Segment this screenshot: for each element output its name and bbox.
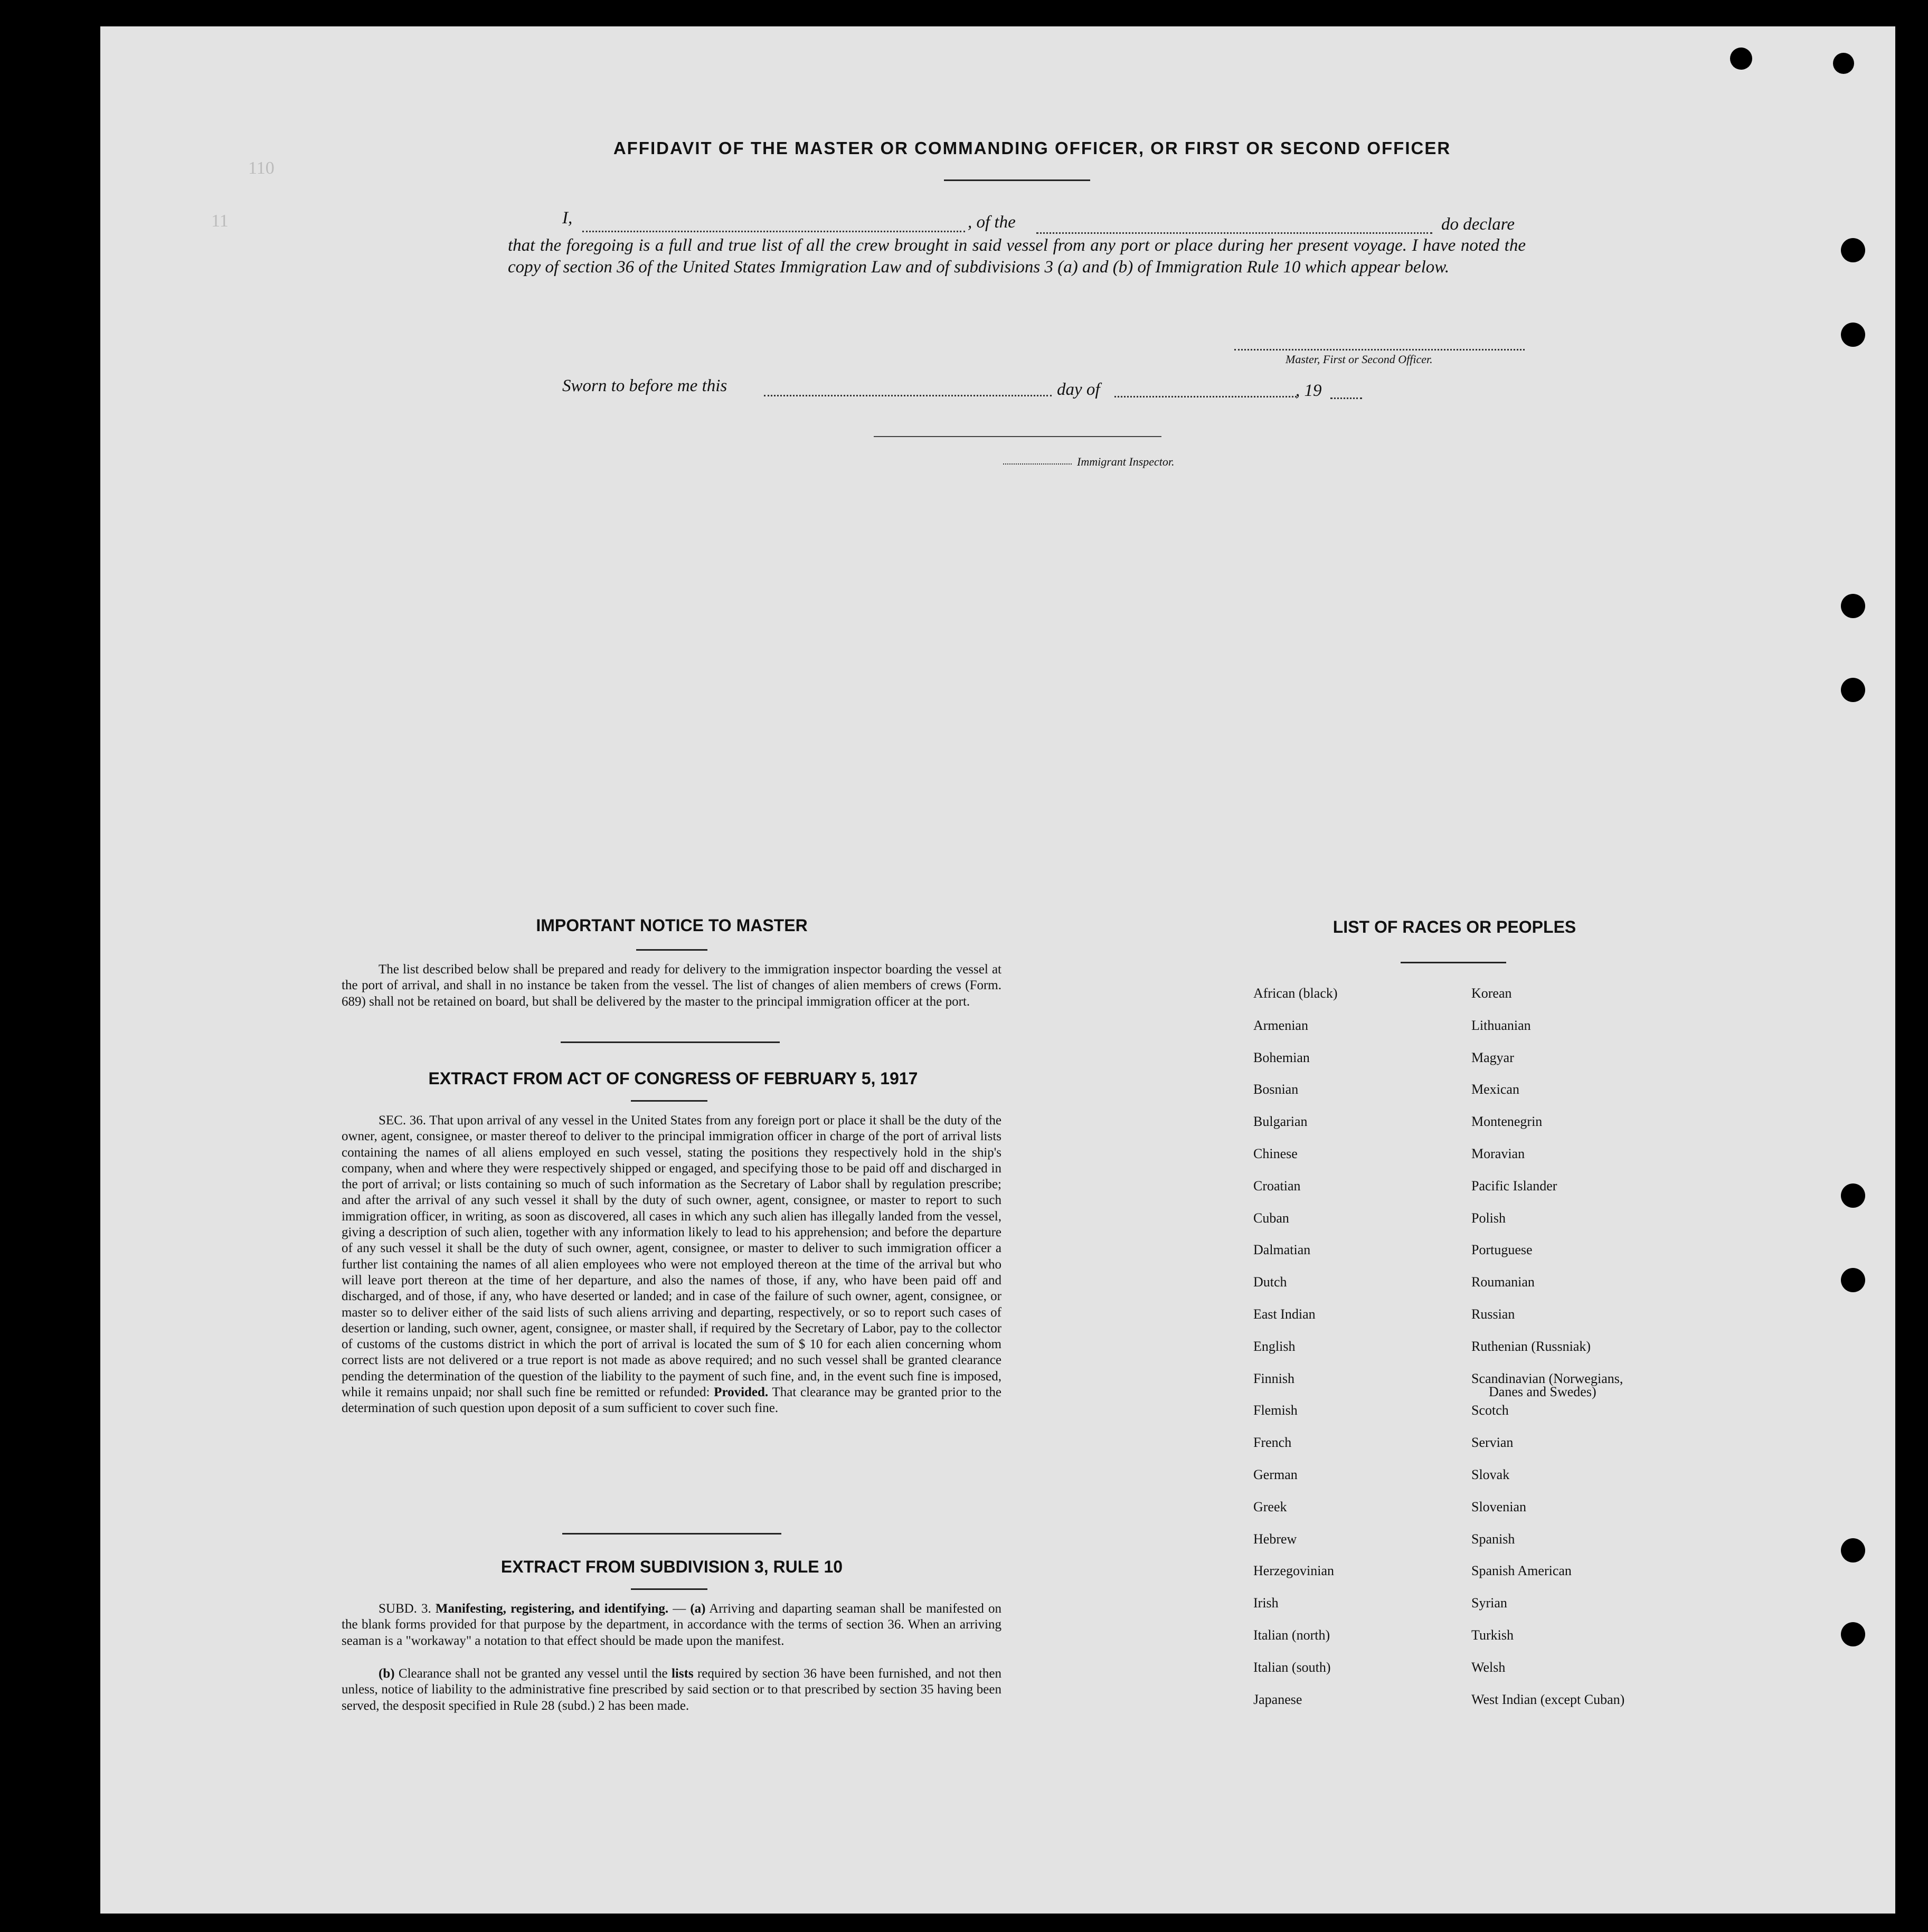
race-item: Finnish <box>1253 1370 1295 1386</box>
act-underline <box>631 1100 707 1102</box>
subd-dash: — <box>673 1602 686 1616</box>
do-declare-label: do declare <box>1441 215 1515 234</box>
race-item: Moravian <box>1471 1145 1525 1161</box>
name-blank[interactable] <box>582 231 965 232</box>
race-item: Bulgarian <box>1253 1114 1308 1130</box>
race-item: Hebrew <box>1253 1531 1297 1547</box>
race-item: Croatian <box>1253 1178 1301 1194</box>
punch-hole <box>1841 1268 1865 1292</box>
year-label: , 19 <box>1296 381 1322 400</box>
subd-heading: Manifesting, registering, and identifying. <box>435 1602 669 1616</box>
act-text <box>342 1113 1001 1417</box>
subd-b-label: (b) <box>379 1666 395 1681</box>
race-item: Polish <box>1471 1210 1506 1226</box>
race-item: Korean <box>1471 986 1512 1001</box>
act-text-end: That clearance may be granted prior to the determination of such question upon deposit of a sum sufficient to cover such fine. <box>342 1385 1001 1416</box>
affidavit-title: AFFIDAVIT OF THE MASTER OR COMMANDING OFFICER, OR FIRST OR SECOND OFFICER <box>613 138 1451 158</box>
section-divider <box>561 1041 780 1043</box>
sworn-month-blank[interactable] <box>1114 396 1297 397</box>
of-the-label: , of the <box>968 213 1016 232</box>
year-blank[interactable] <box>1330 397 1362 399</box>
race-item: Scotch <box>1471 1403 1509 1418</box>
race-item: East Indian <box>1253 1306 1316 1322</box>
races-title: LIST OF RACES OR PEOPLES <box>1332 917 1576 936</box>
race-item: Flemish <box>1253 1403 1298 1418</box>
race-item: Dutch <box>1253 1274 1287 1290</box>
punch-hole <box>1833 53 1854 74</box>
punch-hole <box>1841 323 1865 347</box>
race-item: West Indian (except Cuban) <box>1471 1691 1625 1707</box>
affidavit-body: that the foregoing is a full and true list of all the crew brought in said vessel from any port or place during her present voyage. I have noted the copy of section 36 of the United States Immigration Law and of subdivisions 3 (a) and (b) of Immigration Rule 10 which appear below. <box>508 236 1526 277</box>
subdivision-a-text <box>342 1601 1001 1649</box>
inspector-signature-line[interactable] <box>874 436 1161 437</box>
race-item: Spanish American <box>1471 1563 1572 1579</box>
margin-mark: 110 <box>248 158 275 178</box>
race-item: English <box>1253 1338 1296 1354</box>
subd-a-label: (a) <box>690 1602 706 1616</box>
punch-hole <box>1730 48 1752 70</box>
subd-b-body-1: Clearance shall not be granted any vessel until the <box>398 1666 668 1681</box>
subdivision-title: EXTRACT FROM SUBDIVISION 3, RULE 10 <box>500 1557 843 1576</box>
act-provided: Provided. <box>714 1385 769 1400</box>
punch-hole <box>1841 678 1865 702</box>
race-item: Bohemian <box>1253 1049 1310 1065</box>
margin-mark: 11 <box>211 211 229 231</box>
race-item: French <box>1253 1435 1292 1451</box>
races-right-column <box>1471 978 1624 1716</box>
race-item: Chinese <box>1253 1145 1298 1161</box>
sworn-label: Sworn to before me this <box>562 376 727 395</box>
race-item: Pacific Islander <box>1471 1178 1557 1194</box>
subd-a-body: Arriving and daparting seaman shall be manifested on the blank forms provided for that purpose by the department, in accordance with the terms of section 36. When an arriving seaman is a "workaway" a notation to that effect should be made upon the manifest. <box>342 1602 1002 1648</box>
subdivision-b-text <box>342 1666 1001 1714</box>
race-item: Cuban <box>1253 1210 1289 1226</box>
race-item: Portuguese <box>1471 1242 1533 1258</box>
race-item: African (black) <box>1253 986 1338 1001</box>
title-underline <box>944 179 1090 181</box>
race-item: Irish <box>1253 1595 1279 1611</box>
notice-text: The list described below shall be prepared and ready for delivery to the immigration inspector boarding the vessel at the port of arrival, and shall in no instance be taken from the vessel. The list of changes of alien members of crews (Form. 689) shall not be retained on board, but shall be delivered by the master to the principal immigration officer at the port. <box>342 962 1001 1009</box>
punch-hole <box>1841 1183 1865 1208</box>
notice-underline <box>636 949 707 951</box>
race-item: Turkish <box>1471 1627 1514 1643</box>
race-item: Scandinavian (Norwegians, <box>1471 1370 1623 1386</box>
race-item: Italian (north) <box>1253 1627 1330 1643</box>
race-item: Italian (south) <box>1253 1659 1331 1675</box>
punch-hole <box>1841 238 1865 262</box>
subdivision-underline <box>631 1588 707 1590</box>
notice-title: IMPORTANT NOTICE TO MASTER <box>536 916 808 935</box>
race-item: Slovenian <box>1471 1499 1526 1514</box>
act-text-main: SEC. 36. That upon arrival of any vessel in the United States from any foreign port or place it shall be the duty of the owner, agent, consignee, or master thereof to deliver to the principal immigration officer in charge of the port of arrival lists containing the names of all aliens employed en such vessel, stating the positions they respectively hold in the ship's company, when and where they were respectively shipped or engaged, and specifying those to be paid off and discharged in the port of arrival; or lists containing so much of such information as the Secretary of Labor shall by regulation prescribe; and after the arrival of any such vessel it shall by the duty of such owner, agent, consignee, or master to report to such immigration officer, in writing, as soon as discovered, all cases in which any such alien has illegally landed from the vessel, giving a description of such alien, together with any information likely to lead to his apprehension; and before the departure of any such vessel it shall be the duty of such owner, agent, consignee, or master to deliver to such immigration officer a further list containing the names of all alien employees who were not employed thereon at the time of the arrival but who will leave port thereon at the time of her departure, and also the names of those, if any, who have been paid off and discharged, and of those, if any, who have deserted or landed; and in case of the failure of such owner, agent, consignee, or master so to deliver either of the said lists of such aliens arriving and departing, respectively, or so to report such cases of desertion or landing, such owner, agent, consignee, or master shall, if required by the Secretary of Labor, pay to the collector of customs of the customs district in which the port of arrival is located the sum of $ 10 for each alien concerning whom correct lists are not delivered or a true report is not made as above required; and no such vessel shall be granted clearance pending the determination of the question of the liability to the payment of such fine, and, in the event such fine is imposed, while it remains unpaid; nor shall such fine be remitted or refunded: <box>342 1113 1001 1400</box>
sworn-day-blank[interactable] <box>764 395 1052 396</box>
race-item: Roumanian <box>1471 1274 1535 1290</box>
race-item: Herzegovinian <box>1253 1563 1335 1579</box>
race-item: Slovak <box>1471 1466 1510 1482</box>
race-continuation: Danes and Swedes) <box>1489 1384 1596 1399</box>
vessel-blank[interactable] <box>1036 232 1432 234</box>
punch-hole <box>1841 1622 1865 1646</box>
inspector-label: Immigrant Inspector. <box>1077 455 1175 468</box>
race-item: German <box>1253 1466 1298 1482</box>
race-item: Bosnian <box>1253 1082 1299 1097</box>
race-item: Russian <box>1471 1306 1515 1322</box>
race-item: Syrian <box>1471 1595 1507 1611</box>
race-item: Greek <box>1253 1499 1287 1514</box>
subd-b-lists: lists <box>671 1666 694 1681</box>
subd-prefix: SUBD. 3. <box>379 1602 431 1616</box>
section-divider <box>562 1533 781 1535</box>
inspector-dots <box>1003 463 1072 465</box>
race-item: Mexican <box>1471 1082 1519 1097</box>
i-label: I, <box>562 209 573 228</box>
race-item: Dalmatian <box>1253 1242 1311 1258</box>
day-of-label: day of <box>1057 380 1100 399</box>
race-item: Servian <box>1471 1435 1514 1451</box>
race-item: Japanese <box>1253 1691 1302 1707</box>
master-signature-line[interactable] <box>1234 349 1525 351</box>
subd-b-body-2: required by section 36 have been furnished, and not then unless, notice of liability to the administrative fine prescribed by said section or to that prescribed by section 35 having been served, the desposit specified in Rule 28 (subd.) 2 has been made. <box>342 1666 1002 1713</box>
race-item: Magyar <box>1471 1049 1514 1065</box>
act-title: EXTRACT FROM ACT OF CONGRESS OF FEBRUARY 5, 1917 <box>428 1069 918 1088</box>
punch-hole <box>1841 1538 1865 1562</box>
races-left-column <box>1253 978 1338 1716</box>
race-item: Armenian <box>1253 1017 1308 1033</box>
race-item: Ruthenian (Russniak) <box>1471 1338 1591 1354</box>
race-item: Lithuanian <box>1471 1017 1531 1033</box>
race-item: Welsh <box>1471 1659 1506 1675</box>
master-label: Master, First or Second Officer. <box>1286 353 1433 366</box>
races-underline <box>1401 962 1506 963</box>
punch-hole <box>1841 594 1865 618</box>
race-item: Montenegrin <box>1471 1114 1543 1130</box>
race-item: Spanish <box>1471 1531 1515 1547</box>
